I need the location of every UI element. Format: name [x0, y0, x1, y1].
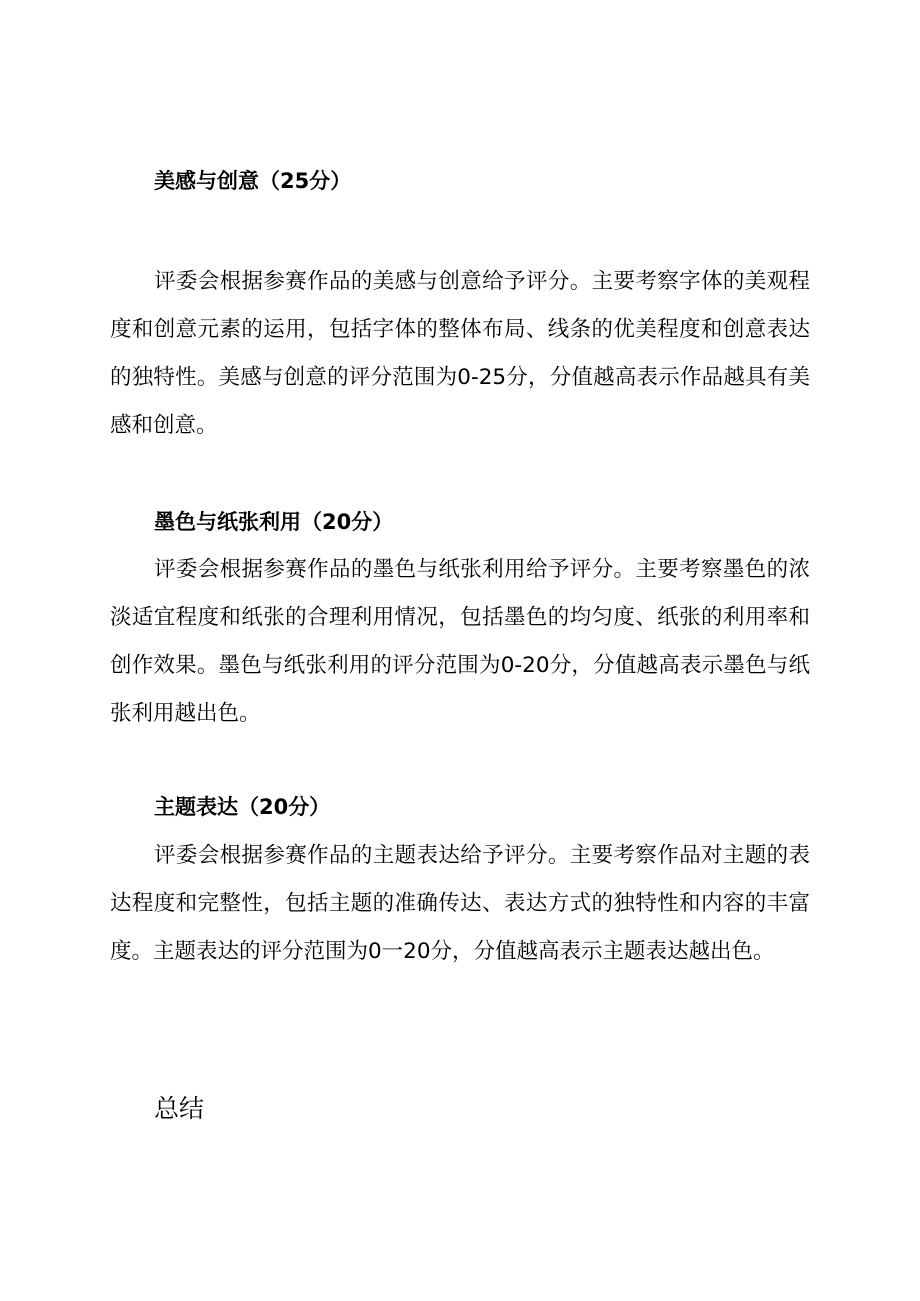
section-body-aesthetics: 评委会根据参赛作品的美感与创意给予评分。主要考察字体的美观程度和创意元素的运用，包括字体的整体布局、线条的优美程度和创意表达的独特性。美感与创意的评分范围为0-25分，分值越高表示作品越具有美感和创意。: [110, 269, 810, 438]
section-heading-aesthetics: 美感与创意（25分）: [154, 169, 352, 193]
section-heading-theme: 主题表达（20分）: [154, 795, 331, 819]
section-heading-ink-paper: 墨色与纸张利用（20分）: [154, 510, 394, 534]
section-body-ink-paper: 评委会根据参赛作品的墨色与纸张利用给予评分。主要考察墨色的浓淡适宜程度和纸张的合理利用情况，包括墨色的均匀度、纸张的利用率和创作效果。墨色与纸张利用的评分范围为0-20分，分值越高表示墨色与纸张利用越出色。: [110, 557, 810, 726]
section-body-theme: 评委会根据参赛作品的主题表达给予评分。主要考察作品对主题的表达程度和完整性，包括主题的准确传达、表达方式的独特性和内容的丰富度。主题表达的评分范围为0一20分，分值越高表示主题表达越出色。: [110, 843, 810, 964]
summary-heading: 总结: [154, 1094, 205, 1123]
